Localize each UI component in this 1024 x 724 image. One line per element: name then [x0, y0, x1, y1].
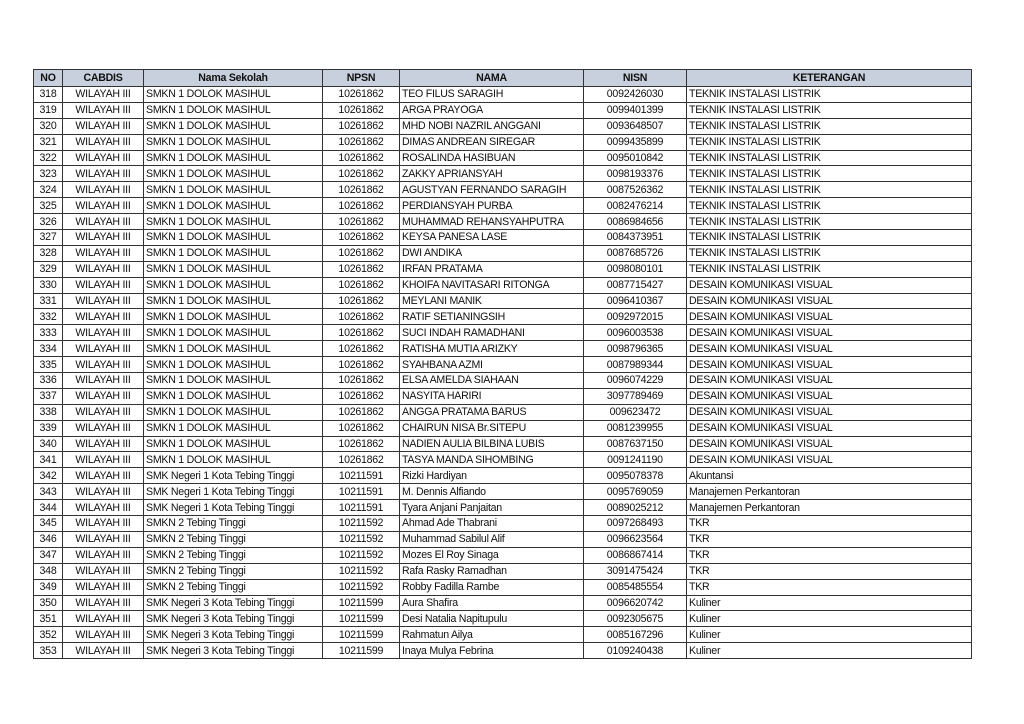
- cell-no: 344: [34, 500, 63, 516]
- cell-nisn: 0087526362: [584, 182, 687, 198]
- cell-nama-sekolah: SMK Negeri 1 Kota Tebing Tinggi: [144, 500, 323, 516]
- cell-cabdis: WILAYAH III: [63, 643, 144, 659]
- cell-nama: RATIF SETIANINGSIH: [400, 309, 584, 325]
- cell-npsn: 10261862: [323, 341, 400, 357]
- table-row: [34, 277, 972, 293]
- table-row: [34, 357, 972, 373]
- cell-nama-sekolah: SMK Negeri 3 Kota Tebing Tinggi: [144, 643, 323, 659]
- table-row: [34, 563, 972, 579]
- cell-nama-sekolah: SMK Negeri 3 Kota Tebing Tinggi: [144, 627, 323, 643]
- cell-nisn: 0081239955: [584, 420, 687, 436]
- table-row: [34, 531, 972, 547]
- cell-nama: Aura Shafira: [400, 595, 584, 611]
- cell-no: 335: [34, 357, 63, 373]
- cell-nama: ARGA PRAYOGA: [400, 102, 584, 118]
- table-row: [34, 230, 972, 246]
- cell-no: 333: [34, 325, 63, 341]
- cell-nama: Robby Fadilla Rambe: [400, 579, 584, 595]
- cell-cabdis: WILAYAH III: [63, 134, 144, 150]
- cell-nama-sekolah: SMKN 1 DOLOK MASIHUL: [144, 134, 323, 150]
- table-row: [34, 627, 972, 643]
- cell-npsn: 10261862: [323, 134, 400, 150]
- cell-no: 319: [34, 102, 63, 118]
- cell-cabdis: WILAYAH III: [63, 87, 144, 103]
- cell-nama-sekolah: SMK Negeri 3 Kota Tebing Tinggi: [144, 595, 323, 611]
- cell-nama-sekolah: SMKN 1 DOLOK MASIHUL: [144, 118, 323, 134]
- table-row: [34, 198, 972, 214]
- cell-nama-sekolah: SMK Negeri 3 Kota Tebing Tinggi: [144, 611, 323, 627]
- cell-keterangan: DESAIN KOMUNIKASI VISUAL: [687, 452, 972, 468]
- cell-nama-sekolah: SMKN 1 DOLOK MASIHUL: [144, 373, 323, 389]
- cell-npsn: 10261862: [323, 357, 400, 373]
- cell-nama-sekolah: SMKN 1 DOLOK MASIHUL: [144, 357, 323, 373]
- cell-nama-sekolah: SMKN 1 DOLOK MASIHUL: [144, 150, 323, 166]
- cell-no: 325: [34, 198, 63, 214]
- cell-nisn: 0085167296: [584, 627, 687, 643]
- header-no: NO: [34, 70, 63, 87]
- cell-cabdis: WILAYAH III: [63, 245, 144, 261]
- table-body: [34, 87, 972, 659]
- cell-nama: DWI ANDIKA: [400, 245, 584, 261]
- cell-keterangan: TEKNIK INSTALASI LISTRIK: [687, 230, 972, 246]
- cell-nama: ELSA AMELDA SIAHAAN: [400, 373, 584, 389]
- cell-nama: Ahmad Ade Thabrani: [400, 516, 584, 532]
- table-row: [34, 500, 972, 516]
- cell-nama-sekolah: SMKN 2 Tebing Tinggi: [144, 547, 323, 563]
- cell-nisn: 0092972015: [584, 309, 687, 325]
- cell-nisn: 0096623564: [584, 531, 687, 547]
- cell-nisn: 0095078378: [584, 468, 687, 484]
- cell-keterangan: DESAIN KOMUNIKASI VISUAL: [687, 388, 972, 404]
- cell-cabdis: WILAYAH III: [63, 341, 144, 357]
- cell-keterangan: DESAIN KOMUNIKASI VISUAL: [687, 436, 972, 452]
- table-row: [34, 214, 972, 230]
- table-row: [34, 468, 972, 484]
- cell-cabdis: WILAYAH III: [63, 357, 144, 373]
- cell-nama: CHAIRUN NISA Br.SITEPU: [400, 420, 584, 436]
- cell-keterangan: DESAIN KOMUNIKASI VISUAL: [687, 277, 972, 293]
- table-row: [34, 579, 972, 595]
- cell-cabdis: WILAYAH III: [63, 436, 144, 452]
- cell-keterangan: TEKNIK INSTALASI LISTRIK: [687, 261, 972, 277]
- cell-nama: ANGGA PRATAMA BARUS: [400, 404, 584, 420]
- cell-cabdis: WILAYAH III: [63, 230, 144, 246]
- cell-nama-sekolah: SMKN 1 DOLOK MASIHUL: [144, 230, 323, 246]
- cell-nisn: 0084373951: [584, 230, 687, 246]
- table-row: [34, 611, 972, 627]
- cell-nama-sekolah: SMKN 1 DOLOK MASIHUL: [144, 102, 323, 118]
- cell-nama: PERDIANSYAH PURBA: [400, 198, 584, 214]
- cell-keterangan: DESAIN KOMUNIKASI VISUAL: [687, 357, 972, 373]
- cell-no: 337: [34, 388, 63, 404]
- cell-cabdis: WILAYAH III: [63, 388, 144, 404]
- cell-cabdis: WILAYAH III: [63, 500, 144, 516]
- cell-no: 329: [34, 261, 63, 277]
- table-row: [34, 182, 972, 198]
- cell-cabdis: WILAYAH III: [63, 309, 144, 325]
- cell-keterangan: Kuliner: [687, 611, 972, 627]
- cell-cabdis: WILAYAH III: [63, 563, 144, 579]
- cell-nisn: 0098193376: [584, 166, 687, 182]
- cell-cabdis: WILAYAH III: [63, 579, 144, 595]
- cell-no: 320: [34, 118, 63, 134]
- cell-nama: SUCI INDAH RAMADHANI: [400, 325, 584, 341]
- table-row: [34, 134, 972, 150]
- cell-npsn: 10261862: [323, 325, 400, 341]
- cell-nama: TASYA MANDA SIHOMBING: [400, 452, 584, 468]
- table-row: [34, 436, 972, 452]
- table-row: [34, 643, 972, 659]
- cell-no: 350: [34, 595, 63, 611]
- cell-nama: RATISHA MUTIA ARIZKY: [400, 341, 584, 357]
- cell-nama-sekolah: SMK Negeri 1 Kota Tebing Tinggi: [144, 484, 323, 500]
- cell-nama: KHOIFA NAVITASARI RITONGA: [400, 277, 584, 293]
- cell-npsn: 10261862: [323, 452, 400, 468]
- cell-nama: Rizki Hardiyan: [400, 468, 584, 484]
- table-row: [34, 420, 972, 436]
- cell-keterangan: TKR: [687, 531, 972, 547]
- cell-no: 341: [34, 452, 63, 468]
- cell-keterangan: TEKNIK INSTALASI LISTRIK: [687, 102, 972, 118]
- table-row: [34, 388, 972, 404]
- cell-nama-sekolah: SMK Negeri 1 Kota Tebing Tinggi: [144, 468, 323, 484]
- cell-nisn: 0085485554: [584, 579, 687, 595]
- cell-cabdis: WILAYAH III: [63, 452, 144, 468]
- header-npsn: NPSN: [323, 70, 400, 87]
- cell-cabdis: WILAYAH III: [63, 150, 144, 166]
- cell-no: 347: [34, 547, 63, 563]
- cell-no: 340: [34, 436, 63, 452]
- cell-nisn: 0092426030: [584, 87, 687, 103]
- cell-keterangan: TKR: [687, 579, 972, 595]
- cell-keterangan: TEKNIK INSTALASI LISTRIK: [687, 198, 972, 214]
- cell-nama-sekolah: SMKN 1 DOLOK MASIHUL: [144, 452, 323, 468]
- cell-nisn: 0098796365: [584, 341, 687, 357]
- cell-cabdis: WILAYAH III: [63, 182, 144, 198]
- cell-nama-sekolah: SMKN 1 DOLOK MASIHUL: [144, 182, 323, 198]
- cell-nisn: 0109240438: [584, 643, 687, 659]
- table-row: [34, 261, 972, 277]
- cell-keterangan: TEKNIK INSTALASI LISTRIK: [687, 166, 972, 182]
- cell-nama-sekolah: SMKN 2 Tebing Tinggi: [144, 531, 323, 547]
- header-nama: NAMA: [400, 70, 584, 87]
- cell-nama-sekolah: SMKN 2 Tebing Tinggi: [144, 579, 323, 595]
- cell-no: 346: [34, 531, 63, 547]
- cell-npsn: 10261862: [323, 182, 400, 198]
- cell-nama-sekolah: SMKN 1 DOLOK MASIHUL: [144, 341, 323, 357]
- table-row: [34, 547, 972, 563]
- cell-cabdis: WILAYAH III: [63, 627, 144, 643]
- cell-cabdis: WILAYAH III: [63, 611, 144, 627]
- table-row: [34, 118, 972, 134]
- cell-nama: MHD NOBI NAZRIL ANGGANI: [400, 118, 584, 134]
- cell-nama: MEYLANI MANIK: [400, 293, 584, 309]
- cell-npsn: 10261862: [323, 245, 400, 261]
- cell-cabdis: WILAYAH III: [63, 325, 144, 341]
- table-row: [34, 516, 972, 532]
- cell-nama: IRFAN PRATAMA: [400, 261, 584, 277]
- cell-npsn: 10211599: [323, 643, 400, 659]
- cell-npsn: 10261862: [323, 118, 400, 134]
- cell-no: 330: [34, 277, 63, 293]
- cell-keterangan: Akuntansi: [687, 468, 972, 484]
- cell-no: 326: [34, 214, 63, 230]
- cell-nisn: 0089025212: [584, 500, 687, 516]
- cell-cabdis: WILAYAH III: [63, 595, 144, 611]
- cell-nama: Mozes El Roy Sinaga: [400, 547, 584, 563]
- cell-keterangan: TEKNIK INSTALASI LISTRIK: [687, 118, 972, 134]
- cell-no: 318: [34, 87, 63, 103]
- cell-keterangan: TEKNIK INSTALASI LISTRIK: [687, 150, 972, 166]
- cell-nama: NADIEN AULIA BILBINA LUBIS: [400, 436, 584, 452]
- cell-cabdis: WILAYAH III: [63, 214, 144, 230]
- cell-npsn: 10211599: [323, 611, 400, 627]
- cell-nama: AGUSTYAN FERNANDO SARAGIH: [400, 182, 584, 198]
- cell-nama: ZAKKY APRIANSYAH: [400, 166, 584, 182]
- cell-keterangan: DESAIN KOMUNIKASI VISUAL: [687, 309, 972, 325]
- cell-cabdis: WILAYAH III: [63, 373, 144, 389]
- header-nisn: NISN: [584, 70, 687, 87]
- cell-no: 349: [34, 579, 63, 595]
- header-cabdis: CABDIS: [63, 70, 144, 87]
- cell-keterangan: TKR: [687, 516, 972, 532]
- cell-cabdis: WILAYAH III: [63, 261, 144, 277]
- cell-keterangan: Kuliner: [687, 643, 972, 659]
- cell-nama-sekolah: SMKN 1 DOLOK MASIHUL: [144, 293, 323, 309]
- cell-npsn: 10261862: [323, 388, 400, 404]
- cell-no: 321: [34, 134, 63, 150]
- cell-nisn: 0097268493: [584, 516, 687, 532]
- table-row: [34, 150, 972, 166]
- table-row: [34, 102, 972, 118]
- cell-keterangan: DESAIN KOMUNIKASI VISUAL: [687, 373, 972, 389]
- cell-nama: SYAHBANA AZMI: [400, 357, 584, 373]
- cell-nisn: 0096074229: [584, 373, 687, 389]
- table-row: [34, 595, 972, 611]
- cell-nama: DIMAS ANDREAN SIREGAR: [400, 134, 584, 150]
- cell-keterangan: TEKNIK INSTALASI LISTRIK: [687, 214, 972, 230]
- cell-npsn: 10261862: [323, 420, 400, 436]
- cell-no: 352: [34, 627, 63, 643]
- cell-nisn: 0095769059: [584, 484, 687, 500]
- table-header-row: [34, 70, 972, 87]
- cell-nisn: 0098080101: [584, 261, 687, 277]
- cell-nama-sekolah: SMKN 1 DOLOK MASIHUL: [144, 261, 323, 277]
- cell-npsn: 10261862: [323, 309, 400, 325]
- cell-nama-sekolah: SMKN 1 DOLOK MASIHUL: [144, 166, 323, 182]
- cell-keterangan: TEKNIK INSTALASI LISTRIK: [687, 182, 972, 198]
- cell-cabdis: WILAYAH III: [63, 547, 144, 563]
- cell-cabdis: WILAYAH III: [63, 166, 144, 182]
- table-row: [34, 87, 972, 103]
- cell-cabdis: WILAYAH III: [63, 484, 144, 500]
- cell-cabdis: WILAYAH III: [63, 102, 144, 118]
- cell-cabdis: WILAYAH III: [63, 198, 144, 214]
- cell-nama: ROSALINDA HASIBUAN: [400, 150, 584, 166]
- cell-npsn: 10261862: [323, 87, 400, 103]
- cell-nisn: 3097789469: [584, 388, 687, 404]
- cell-nisn: 0095010842: [584, 150, 687, 166]
- cell-keterangan: TEKNIK INSTALASI LISTRIK: [687, 245, 972, 261]
- cell-no: 328: [34, 245, 63, 261]
- cell-nisn: 0096003538: [584, 325, 687, 341]
- cell-nisn: 0087715427: [584, 277, 687, 293]
- cell-nama: Inaya Mulya Febrina: [400, 643, 584, 659]
- cell-npsn: 10211591: [323, 468, 400, 484]
- cell-npsn: 10261862: [323, 102, 400, 118]
- cell-npsn: 10211591: [323, 484, 400, 500]
- cell-npsn: 10211592: [323, 579, 400, 595]
- cell-no: 351: [34, 611, 63, 627]
- cell-keterangan: DESAIN KOMUNIKASI VISUAL: [687, 341, 972, 357]
- cell-no: 353: [34, 643, 63, 659]
- cell-no: 338: [34, 404, 63, 420]
- cell-nama: M. Dennis Alfiando: [400, 484, 584, 500]
- cell-nisn: 0093648507: [584, 118, 687, 134]
- cell-cabdis: WILAYAH III: [63, 118, 144, 134]
- cell-nisn: 0082476214: [584, 198, 687, 214]
- cell-cabdis: WILAYAH III: [63, 293, 144, 309]
- cell-npsn: 10261862: [323, 277, 400, 293]
- cell-nama-sekolah: SMKN 2 Tebing Tinggi: [144, 516, 323, 532]
- cell-nisn: 0086984656: [584, 214, 687, 230]
- cell-keterangan: DESAIN KOMUNIKASI VISUAL: [687, 293, 972, 309]
- table-row: [34, 341, 972, 357]
- cell-npsn: 10211599: [323, 627, 400, 643]
- cell-nisn: 0087989344: [584, 357, 687, 373]
- table-row: [34, 309, 972, 325]
- cell-nama-sekolah: SMKN 1 DOLOK MASIHUL: [144, 404, 323, 420]
- cell-nama: Rahmatun Ailya: [400, 627, 584, 643]
- cell-no: 345: [34, 516, 63, 532]
- cell-nama-sekolah: SMKN 1 DOLOK MASIHUL: [144, 436, 323, 452]
- cell-nama: Muhammad Sabilul Alif: [400, 531, 584, 547]
- cell-npsn: 10211592: [323, 531, 400, 547]
- cell-nisn: 0099435899: [584, 134, 687, 150]
- cell-cabdis: WILAYAH III: [63, 420, 144, 436]
- cell-nama: Tyara Anjani Panjaitan: [400, 500, 584, 516]
- table-row: [34, 325, 972, 341]
- cell-cabdis: WILAYAH III: [63, 404, 144, 420]
- cell-keterangan: TEKNIK INSTALASI LISTRIK: [687, 87, 972, 103]
- cell-nisn: 0087637150: [584, 436, 687, 452]
- cell-no: 336: [34, 373, 63, 389]
- cell-nama-sekolah: SMKN 1 DOLOK MASIHUL: [144, 309, 323, 325]
- table-row: [34, 484, 972, 500]
- cell-keterangan: TKR: [687, 547, 972, 563]
- table-row: [34, 245, 972, 261]
- cell-no: 324: [34, 182, 63, 198]
- cell-no: 322: [34, 150, 63, 166]
- cell-nama-sekolah: SMKN 1 DOLOK MASIHUL: [144, 87, 323, 103]
- cell-keterangan: TKR: [687, 563, 972, 579]
- cell-no: 348: [34, 563, 63, 579]
- cell-nisn: 0096410367: [584, 293, 687, 309]
- cell-npsn: 10211599: [323, 595, 400, 611]
- header-nama-sekolah: Nama Sekolah: [144, 70, 323, 87]
- cell-nama-sekolah: SMKN 1 DOLOK MASIHUL: [144, 245, 323, 261]
- cell-nama: TEO FILUS SARAGIH: [400, 87, 584, 103]
- cell-npsn: 10261862: [323, 436, 400, 452]
- cell-keterangan: TEKNIK INSTALASI LISTRIK: [687, 134, 972, 150]
- cell-cabdis: WILAYAH III: [63, 516, 144, 532]
- cell-keterangan: Kuliner: [687, 627, 972, 643]
- cell-npsn: 10211591: [323, 500, 400, 516]
- cell-keterangan: Manajemen Perkantoran: [687, 500, 972, 516]
- cell-npsn: 10261862: [323, 373, 400, 389]
- student-table: [33, 69, 972, 659]
- header-keterangan: KETERANGAN: [687, 70, 972, 87]
- cell-keterangan: DESAIN KOMUNIKASI VISUAL: [687, 325, 972, 341]
- table-row: [34, 166, 972, 182]
- cell-npsn: 10261862: [323, 150, 400, 166]
- cell-keterangan: Manajemen Perkantoran: [687, 484, 972, 500]
- cell-npsn: 10211592: [323, 516, 400, 532]
- cell-nisn: 0099401399: [584, 102, 687, 118]
- cell-nisn: 3091475424: [584, 563, 687, 579]
- cell-keterangan: DESAIN KOMUNIKASI VISUAL: [687, 420, 972, 436]
- cell-nama-sekolah: SMKN 1 DOLOK MASIHUL: [144, 214, 323, 230]
- cell-cabdis: WILAYAH III: [63, 531, 144, 547]
- table-row: [34, 404, 972, 420]
- cell-nama-sekolah: SMKN 1 DOLOK MASIHUL: [144, 198, 323, 214]
- cell-nama-sekolah: SMKN 2 Tebing Tinggi: [144, 563, 323, 579]
- cell-npsn: 10261862: [323, 293, 400, 309]
- cell-nama-sekolah: SMKN 1 DOLOK MASIHUL: [144, 420, 323, 436]
- cell-no: 343: [34, 484, 63, 500]
- cell-npsn: 10261862: [323, 166, 400, 182]
- cell-nisn: 0086867414: [584, 547, 687, 563]
- cell-nama-sekolah: SMKN 1 DOLOK MASIHUL: [144, 388, 323, 404]
- table-row: [34, 452, 972, 468]
- cell-keterangan: Kuliner: [687, 595, 972, 611]
- cell-no: 332: [34, 309, 63, 325]
- cell-cabdis: WILAYAH III: [63, 468, 144, 484]
- cell-nama: Rafa Rasky Ramadhan: [400, 563, 584, 579]
- cell-nama: Desi Natalia Napitupulu: [400, 611, 584, 627]
- cell-nisn: 0092305675: [584, 611, 687, 627]
- cell-no: 342: [34, 468, 63, 484]
- cell-no: 334: [34, 341, 63, 357]
- table-row: [34, 293, 972, 309]
- cell-cabdis: WILAYAH III: [63, 277, 144, 293]
- cell-no: 327: [34, 230, 63, 246]
- cell-nisn: 0096620742: [584, 595, 687, 611]
- cell-npsn: 10261862: [323, 198, 400, 214]
- cell-no: 339: [34, 420, 63, 436]
- cell-nama: KEYSA PANESA LASE: [400, 230, 584, 246]
- cell-npsn: 10211592: [323, 547, 400, 563]
- cell-nisn: 009623472: [584, 404, 687, 420]
- cell-npsn: 10261862: [323, 404, 400, 420]
- table-row: [34, 373, 972, 389]
- cell-nama: MUHAMMAD REHANSYAHPUTRA: [400, 214, 584, 230]
- cell-keterangan: DESAIN KOMUNIKASI VISUAL: [687, 404, 972, 420]
- cell-nama-sekolah: SMKN 1 DOLOK MASIHUL: [144, 277, 323, 293]
- cell-nama-sekolah: SMKN 1 DOLOK MASIHUL: [144, 325, 323, 341]
- cell-npsn: 10261862: [323, 261, 400, 277]
- cell-nama: NASYITA HARIRI: [400, 388, 584, 404]
- cell-npsn: 10261862: [323, 214, 400, 230]
- cell-nisn: 0091241190: [584, 452, 687, 468]
- cell-nisn: 0087685726: [584, 245, 687, 261]
- cell-no: 331: [34, 293, 63, 309]
- cell-npsn: 10261862: [323, 230, 400, 246]
- cell-no: 323: [34, 166, 63, 182]
- cell-npsn: 10211592: [323, 563, 400, 579]
